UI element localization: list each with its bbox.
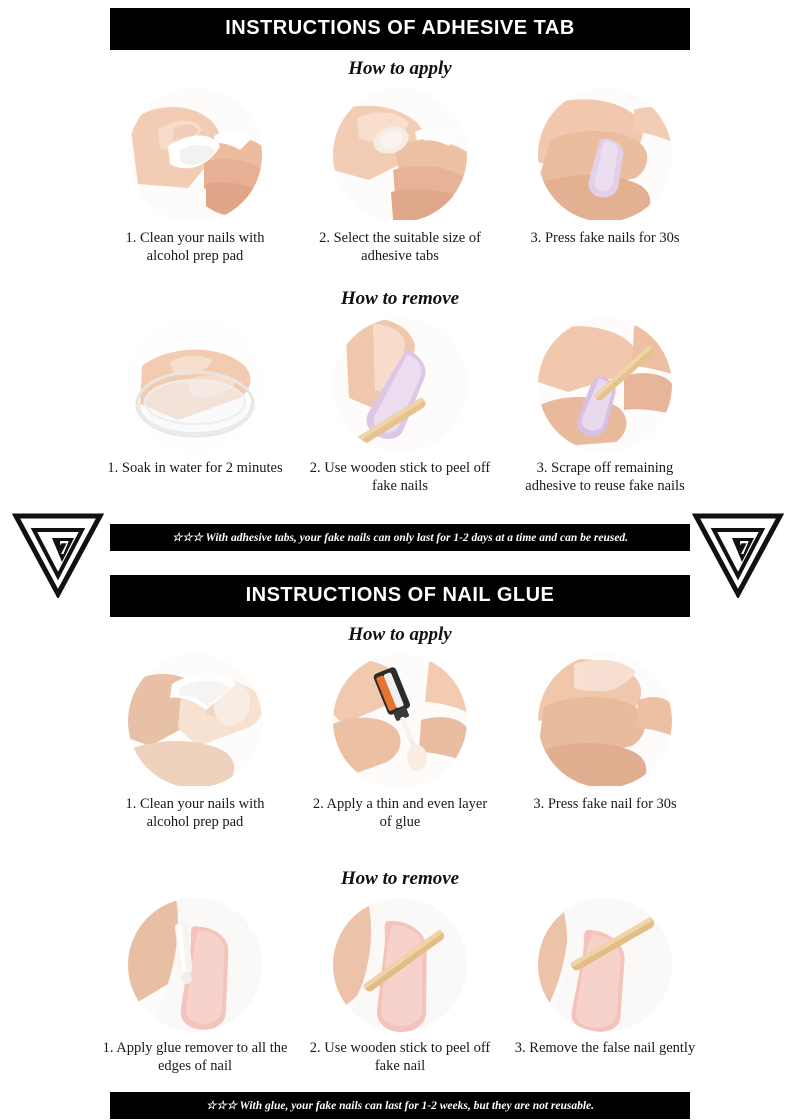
applying-glue-to-nail-image <box>333 654 467 788</box>
section-1-banner: INSTRUCTIONS OF ADHESIVE TAB <box>110 8 690 50</box>
step-caption: 1. Clean your nails with alcohol prep pad <box>125 796 265 831</box>
section-2-remove-row <box>100 898 700 1075</box>
section-1-apply-heading: How to apply <box>348 58 452 79</box>
section-2-note: ☆☆☆ With glue, your fake nails can last for 1-2 weeks, but they are not reusable. <box>110 1092 690 1119</box>
step-card <box>510 898 700 1075</box>
step-card <box>510 318 700 495</box>
section-2-banner: INSTRUCTIONS OF NAIL GLUE <box>110 575 690 617</box>
step-caption: 1. Apply glue remover to all the edges of nail <box>102 1040 288 1075</box>
hand-selecting-adhesive-tab-image <box>333 88 467 222</box>
svg-text:7: 7 <box>739 537 749 559</box>
step-caption: 3. Scrape off remaining adhesive to reuse fake nails <box>525 460 685 495</box>
removing-false-nail-image <box>538 898 672 1032</box>
step-caption: 2. Use wooden stick to peel off fake nail <box>309 1040 491 1075</box>
step-card <box>305 654 495 831</box>
section-1-apply-row <box>100 88 700 265</box>
step-caption: 3. Press fake nails for 30s <box>530 230 680 246</box>
pressing-fake-nail-on-finger-image <box>538 88 672 222</box>
step-card <box>100 654 290 831</box>
step-card <box>305 898 495 1075</box>
step-card <box>305 88 495 265</box>
hand-with-alcohol-prep-pad-image <box>128 654 262 788</box>
step-caption: 1. Soak in water for 2 minutes <box>107 460 283 476</box>
section-1-note: ☆☆☆ With adhesive tabs, your fake nails can only last for 1-2 days at a time and can be reused. <box>110 524 690 551</box>
step-card <box>100 898 290 1075</box>
step-card <box>510 654 700 831</box>
step-caption: 2. Apply a thin and even layer of glue <box>312 796 488 831</box>
svg-text:7: 7 <box>59 537 69 559</box>
step-card <box>510 88 700 265</box>
step-caption: 3. Press fake nail for 30s <box>533 796 677 812</box>
step-caption: 3. Remove the false nail gently <box>514 1040 696 1056</box>
step-caption: 2. Select the suitable size of adhesive tabs <box>319 230 481 265</box>
step-card <box>305 318 495 495</box>
scraping-adhesive-off-nail-image <box>538 318 672 452</box>
section-2-remove-heading: How to remove <box>340 868 460 889</box>
step-card <box>100 88 290 265</box>
step-caption: 1. Clean your nails with alcohol prep pad <box>125 230 265 265</box>
wooden-stick-peeling-nail-image <box>333 318 467 452</box>
section-1-remove-row <box>100 318 700 495</box>
seven-chevron-logo <box>692 512 784 598</box>
pressing-fake-nail-on-finger-image <box>538 654 672 788</box>
hand-with-alcohol-prep-pad-image <box>128 88 262 222</box>
seven-chevron-logo <box>12 512 104 598</box>
step-card <box>100 318 290 495</box>
wooden-stick-peeling-nail-image <box>333 898 467 1032</box>
section-2-apply-heading: How to apply <box>348 624 452 645</box>
step-caption: 2. Use wooden stick to peel off fake nails <box>309 460 491 495</box>
section-2-apply-row <box>100 654 700 831</box>
section-1-remove-heading: How to remove <box>340 288 460 309</box>
hand-soaking-in-bowl-of-water-image <box>128 318 262 452</box>
applying-glue-remover-image <box>128 898 262 1032</box>
